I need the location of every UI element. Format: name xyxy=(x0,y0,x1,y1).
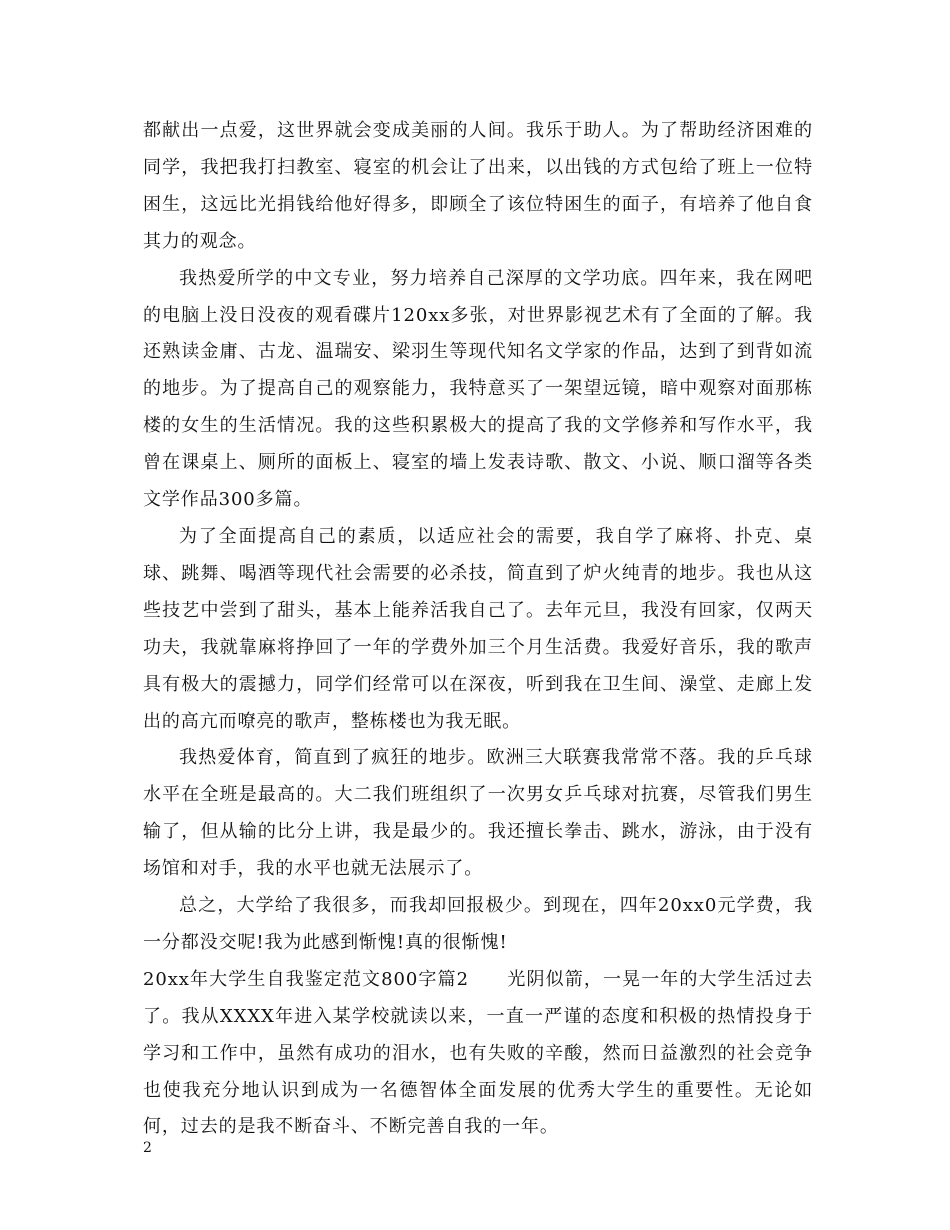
paragraph-2: 我热爱所学的中文专业，努力培养自己深厚的文学功底。四年来，我在网吧的电脑上没日没夜的观看碟片120xx多张，对世界影视艺术有了全面的了解。我还熟读金庸、古龙、温瑞安、梁羽生等现代知名文学家的作品，达到了到背如流的地步。为了提高自己的观察能力，我特意买了一架望远镜，暗中观察对面那栋楼的女生的生活情况。我的这些积累极大的提高了我的文学修养和写作水平，我曾在课桌上、厕所的面板上、寝室的墙上发表诗歌、散文、小说、顺口溜等各类文学作品300多篇。 xyxy=(143,267,813,511)
paragraph-1: 都献出一点爱，这世界就会变成美丽的人间。我乐于助人。为了帮助经济困难的同学，我把我打扫教室、寝室的机会让了出来，以出钱的方式包给了班上一位特困生，这远比光捐钱给他好得多，即顾全了该位特困生的面子，有培养了他自食其力的观念。 xyxy=(143,120,813,252)
document-body xyxy=(143,113,813,1146)
paragraph-4: 我热爱体育，简直到了疯狂的地步。欧洲三大联赛我常常不落。我的乒乓球水平在全班是最高的。大二我们班组织了一次男女乒乓球对抗赛，尽管我们男生输了，但从输的比分上讲，我是最少的。我还擅长拳击、跳水，游泳，由于没有场馆和对手，我的水平也就无法展示了。 xyxy=(143,747,813,880)
paragraph-3: 为了全面提高自己的素质，以适应社会的需要，我自学了麻将、扑克、桌球、跳舞、喝酒等现代社会需要的必杀技，简直到了炉火纯青的地步。我也从这些技艺中尝到了甜头，基本上能养活我自己了。去年元旦，我没有回家，仅两天功夫，我就靠麻将挣回了一年的学费外加三个月生活费。我爱好音乐，我的歌声具有极大的震撼力，同学们经常可以在深夜，听到我在卫生间、澡堂、走廊上发出的高亢而嘹亮的歌声，整栋楼也为我无眠。 xyxy=(143,525,813,732)
paragraph-5: 总之，大学给了我很多，而我却回报极少。到现在，四年20xx0元学费，我一分都没交呢!我为此感到惭愧!真的很惭愧! xyxy=(143,895,813,953)
paragraph-6: 20xx年大学生自我鉴定范文800字篇2 光阴似箭，一晃一年的大学生活过去了。我从XXXX年进入某学校就读以来，一直一严谨的态度和积极的热情投身于学习和工作中，虽然有成功的泪水，也有失败的辛酸，然而日益激烈的社会竞争也使我充分地认识到成为一名德智体全面发展的优秀大学生的重要性。无论如何，过去的是我不断奋斗、不断完善自我的一年。 xyxy=(143,968,813,1138)
page-number: 2 xyxy=(143,1140,152,1156)
